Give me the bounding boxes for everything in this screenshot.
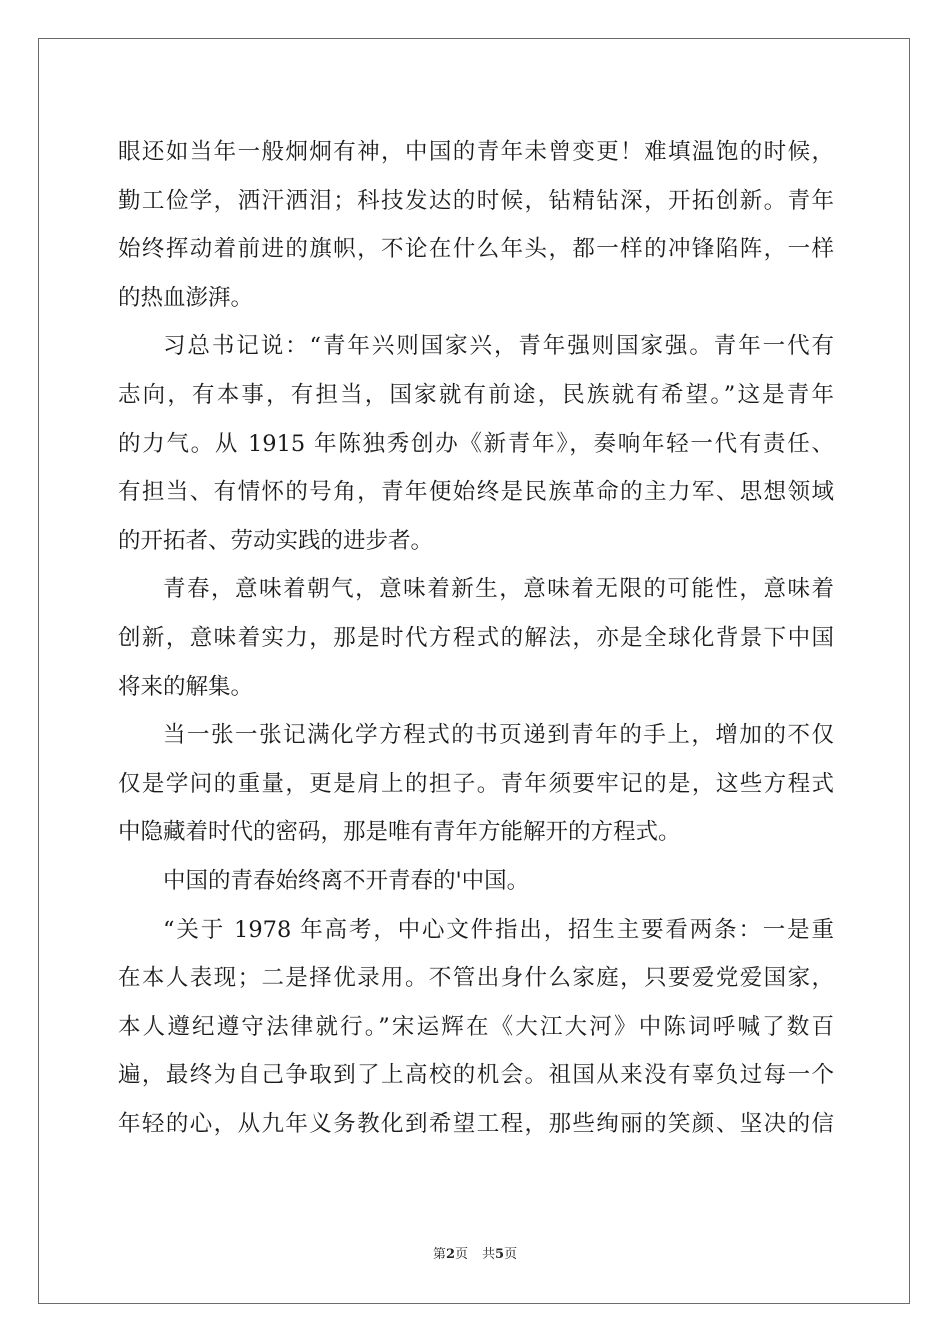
text-line: 中国的青春始终离不开青春的'中国。: [163, 867, 530, 894]
text-line: 遍，最终为自己争取到了上高校的机会。祖国从来没有辜负过每一个: [118, 1062, 834, 1089]
text-line: 眼还如当年一般炯炯有神，中国的青年未曾变更！难填温饱的时候，: [118, 139, 834, 165]
text-line: 青春，意味着朝气，意味着新生，意味着无限的可能性，意味着: [163, 576, 834, 603]
text-line: “关于 1978 年高考，中心文件指出，招生主要看两条：一是重: [163, 916, 834, 943]
total-prefix: 共: [482, 1247, 496, 1262]
page-number: 2: [445, 1247, 455, 1262]
text-line: 在本人表现；二是择优录用。不管出身什么家庭，只要爱党爱国家，: [118, 965, 834, 992]
page-suffix: 页: [454, 1247, 468, 1262]
document-body: [118, 128, 834, 1148]
text-line: 创新，意味着实力，那是时代方程式的解法，亦是全球化背景下中国: [118, 624, 834, 651]
page-prefix: 第: [432, 1247, 446, 1262]
text-line: 的力气。从 1915 年陈独秀创办《新青年》，奏响年轻一代有责任、: [118, 430, 834, 457]
total-pages: 5: [495, 1247, 505, 1262]
page-footer: [0, 1246, 950, 1264]
text-line: 的热血澎湃。: [118, 284, 254, 311]
text-line: 当一张一张记满化学方程式的书页递到青年的手上，增加的不仅: [163, 722, 834, 749]
text-line: 始终挥动着前进的旗帜，不论在什么年头，都一样的冲锋陷阵，一样: [118, 236, 834, 263]
text-line: 的开拓者、劳动实践的进步者。: [118, 527, 434, 554]
text-line: 有担当、有情怀的号角，青年便始终是民族革命的主力军、思想领域: [118, 479, 834, 506]
text-line: 仅是学问的重量，更是肩上的担子。青年须要牢记的是，这些方程式: [118, 770, 834, 797]
total-suffix: 页: [504, 1247, 518, 1262]
text-line: 志向，有本事，有担当，国家就有前途，民族就有希望。”这是青年: [118, 381, 834, 408]
text-line: 将来的解集。: [118, 673, 254, 700]
text-line: 习总书记说：“青年兴则国家兴，青年强则国家强。青年一代有: [163, 333, 834, 360]
text-line: 本人遵纪遵守法律就行。”宋运辉在《大江大河》中陈词呼喊了数百: [118, 1013, 834, 1040]
text-line: 勤工俭学，洒汗洒泪；科技发达的时候，钻精钻深，开拓创新。青年: [118, 187, 834, 214]
text-line: 年轻的心，从九年义务教化到希望工程，那些绚丽的笑颜、坚决的信: [118, 1110, 834, 1137]
text-line: 中隐藏着时代的密码，那是唯有青年方能解开的方程式。: [118, 819, 681, 846]
